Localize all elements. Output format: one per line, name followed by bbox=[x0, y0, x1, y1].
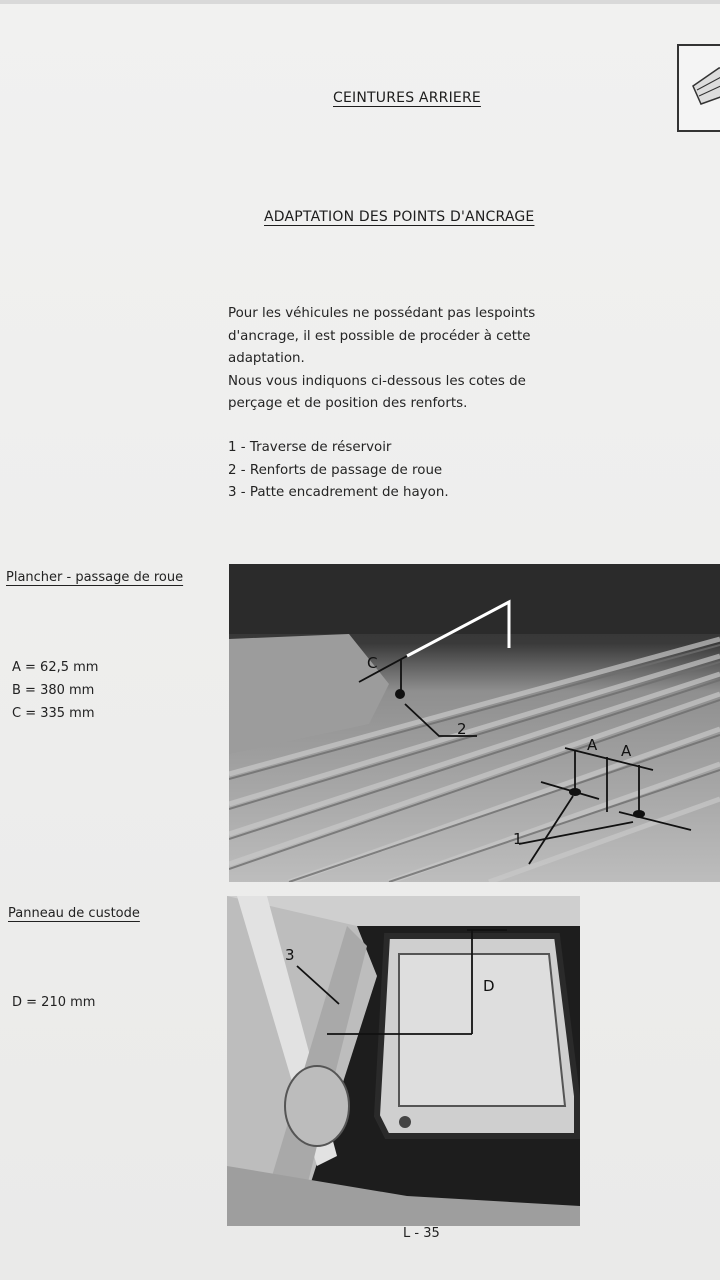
intro-line: perçage et de position des renforts. bbox=[228, 396, 468, 411]
dimension-a: A = 62,5 mm bbox=[12, 660, 99, 675]
floor-dimensions bbox=[12, 656, 98, 725]
page-title: CEINTURES ARRIERE bbox=[333, 90, 481, 106]
list-item: 2 - Renforts de passage de roue bbox=[228, 462, 443, 478]
floor-section-label: Plancher - passage de roue bbox=[6, 570, 184, 585]
dimension-b: B = 380 mm bbox=[12, 683, 95, 698]
top-edge bbox=[0, 0, 720, 4]
callout-3: 3 bbox=[285, 946, 295, 964]
intro-line: Nous vous indiquons ci-dessous les cotes de bbox=[228, 373, 526, 389]
callout-a2: A bbox=[621, 742, 632, 760]
page-number: L - 35 bbox=[403, 1226, 440, 1241]
intro-line: adaptation. bbox=[228, 351, 305, 366]
corner-thumbnail bbox=[677, 44, 720, 132]
intro-line: Pour les véhicules ne possédant pas lespoints bbox=[228, 306, 536, 321]
section-subtitle: ADAPTATION DES POINTS D'ANCRAGE bbox=[264, 209, 535, 225]
callout-1: 1 bbox=[513, 830, 523, 848]
parts-list bbox=[228, 437, 449, 505]
list-item: 3 - Patte encadrement de hayon. bbox=[228, 485, 449, 500]
car-seat-icon bbox=[679, 46, 720, 130]
panel-dimensions bbox=[12, 991, 95, 1014]
list-item: 1 - Traverse de réservoir bbox=[228, 440, 392, 455]
callout-c: C bbox=[367, 654, 378, 672]
intro-line: d'ancrage, il est possible de procéder à cette bbox=[228, 328, 531, 344]
dimension-d: D = 210 mm bbox=[12, 995, 96, 1010]
intro-paragraph bbox=[228, 303, 535, 416]
dimension-c: C = 335 mm bbox=[12, 706, 95, 721]
panel-section-label: Panneau de custode bbox=[8, 906, 140, 921]
panel-photo bbox=[227, 896, 580, 1226]
callout-2: 2 bbox=[457, 720, 467, 738]
callout-d: D bbox=[483, 977, 495, 995]
floor-photo bbox=[229, 564, 720, 882]
callout-a1: A bbox=[587, 736, 598, 754]
